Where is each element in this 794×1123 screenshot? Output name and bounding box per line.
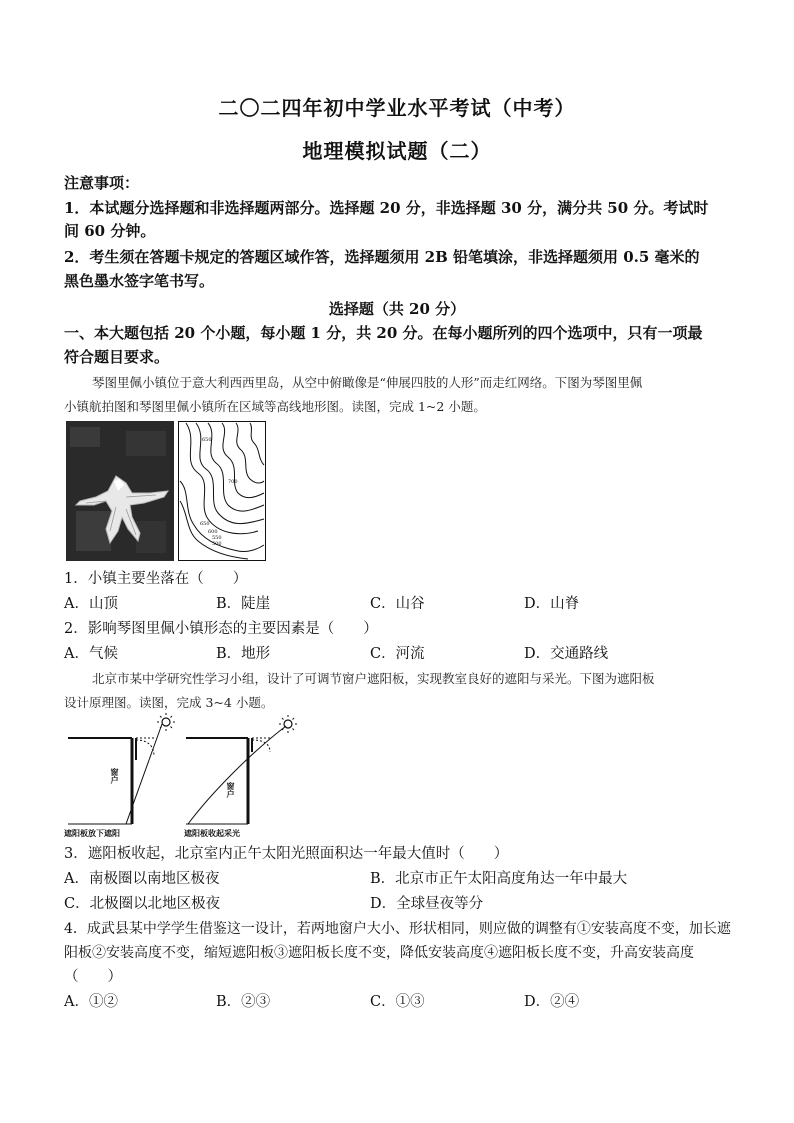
contour-label: 700	[228, 479, 238, 485]
group2-stem: 北京市某中学研究性学习小组，设计了可调节窗户遮阳板，实现教室良好的遮阳与采光。下图为遮阳板	[92, 671, 655, 686]
notice-item-1: 1．本试题分选择题和非选择题两部分。选择题 20 分，非选择题 30 分，满分共 50 分。考试时	[64, 199, 709, 217]
exam-subtitle: 地理模拟试题（二）	[302, 139, 492, 163]
q2-option-b[interactable]: B．地形	[216, 646, 271, 662]
q4-option-b[interactable]: B．②③	[216, 994, 271, 1010]
notice-item-2: 2．考生须在答题卡规定的答题区域作答，选择题须用 2B 铅笔填涂，非选择题须用 0.5 毫米的	[64, 248, 700, 266]
diagram-caption: 遮阳板收起采光	[184, 828, 240, 838]
group1-stem-cont: 小镇航拍图和琴图里佩小镇所在区域等高线地形图。读图，完成 1~2 小题。	[64, 399, 486, 414]
q4-option-d[interactable]: D．②④	[524, 994, 580, 1010]
q1-option-b[interactable]: B．陡崖	[216, 596, 271, 612]
q3-option-b[interactable]: B．北京市正午太阳高度角达一年中最大	[370, 871, 628, 887]
contour-label: 500	[212, 541, 222, 547]
q4-option-a[interactable]: A．①②	[64, 994, 118, 1010]
q1-option-d[interactable]: D．山脊	[524, 596, 580, 612]
q2-option-c[interactable]: C．河流	[370, 646, 425, 662]
q2-option-d[interactable]: D．交通路线	[524, 646, 609, 662]
q3-option-d[interactable]: D．全球昼夜等分	[370, 896, 484, 912]
exam-title: 二〇二四年初中学业水平考试（中考）	[218, 96, 576, 120]
q4-stem-blank: （ ）	[64, 969, 122, 985]
aerial-photo	[66, 421, 174, 561]
contour-map	[178, 421, 266, 561]
section-title: 选择题（共 20 分）	[328, 300, 466, 318]
group1-stem: 琴图里佩小镇位于意大利西西里岛，从空中俯瞰像是“伸展四肢的人形”而走红网络。下图为琴图里佩	[92, 375, 643, 390]
notice-item-2-cont: 黑色墨水签字笔书写。	[64, 272, 215, 290]
notice-item-1-cont: 间 60 分钟。	[64, 222, 156, 240]
q3-stem: 3．遮阳板收起，北京室内正午太阳光照面积达一年最大值时（ ）	[64, 846, 509, 862]
contour-label: 650	[200, 521, 210, 527]
q2-option-a[interactable]: A．气候	[64, 646, 118, 662]
contour-label: 650	[202, 437, 212, 443]
q4-stem: 4．成武县某中学学生借鉴这一设计，若两地窗户大小、形状相同，则应做的调整有①安装高度不变，加长遮	[64, 921, 731, 937]
contour-label: 600	[208, 529, 218, 535]
section-instruction: 一、本大题包括 20 个小题，每小题 1 分，共 20 分。在每小题所列的四个选项中，只有一项最	[64, 324, 703, 342]
group2-stem-cont: 设计原理图。读图，完成 3~4 小题。	[64, 695, 274, 710]
window-label: 窗户	[110, 768, 120, 784]
section-instruction-cont: 符合题目要求。	[64, 348, 170, 366]
q1-stem: 1．小镇主要坐落在（ ）	[64, 571, 248, 587]
contour-label: 550	[212, 535, 222, 541]
q4-option-c[interactable]: C．①③	[370, 994, 425, 1010]
diagram-caption: 遮阳板放下遮阳	[64, 828, 120, 838]
q1-option-a[interactable]: A．山顶	[64, 596, 118, 612]
sunshade-raised-diagram	[182, 712, 302, 840]
q3-option-a[interactable]: A．南极圈以南地区极夜	[64, 871, 220, 887]
notice-heading: 注意事项：	[64, 174, 140, 192]
q1-option-c[interactable]: C．山谷	[370, 596, 425, 612]
sunshade-lowered-diagram	[62, 712, 180, 840]
window-label: 窗户	[226, 782, 236, 798]
q2-stem: 2．影响琴图里佩小镇形态的主要因素是（ ）	[64, 621, 378, 637]
q3-option-c[interactable]: C．北极圈以北地区极夜	[64, 896, 221, 912]
q4-stem-cont: 阳板②安装高度不变，缩短遮阳板③遮阳板长度不变，降低安装高度④遮阳板长度不变，升高安装高度	[64, 945, 694, 961]
